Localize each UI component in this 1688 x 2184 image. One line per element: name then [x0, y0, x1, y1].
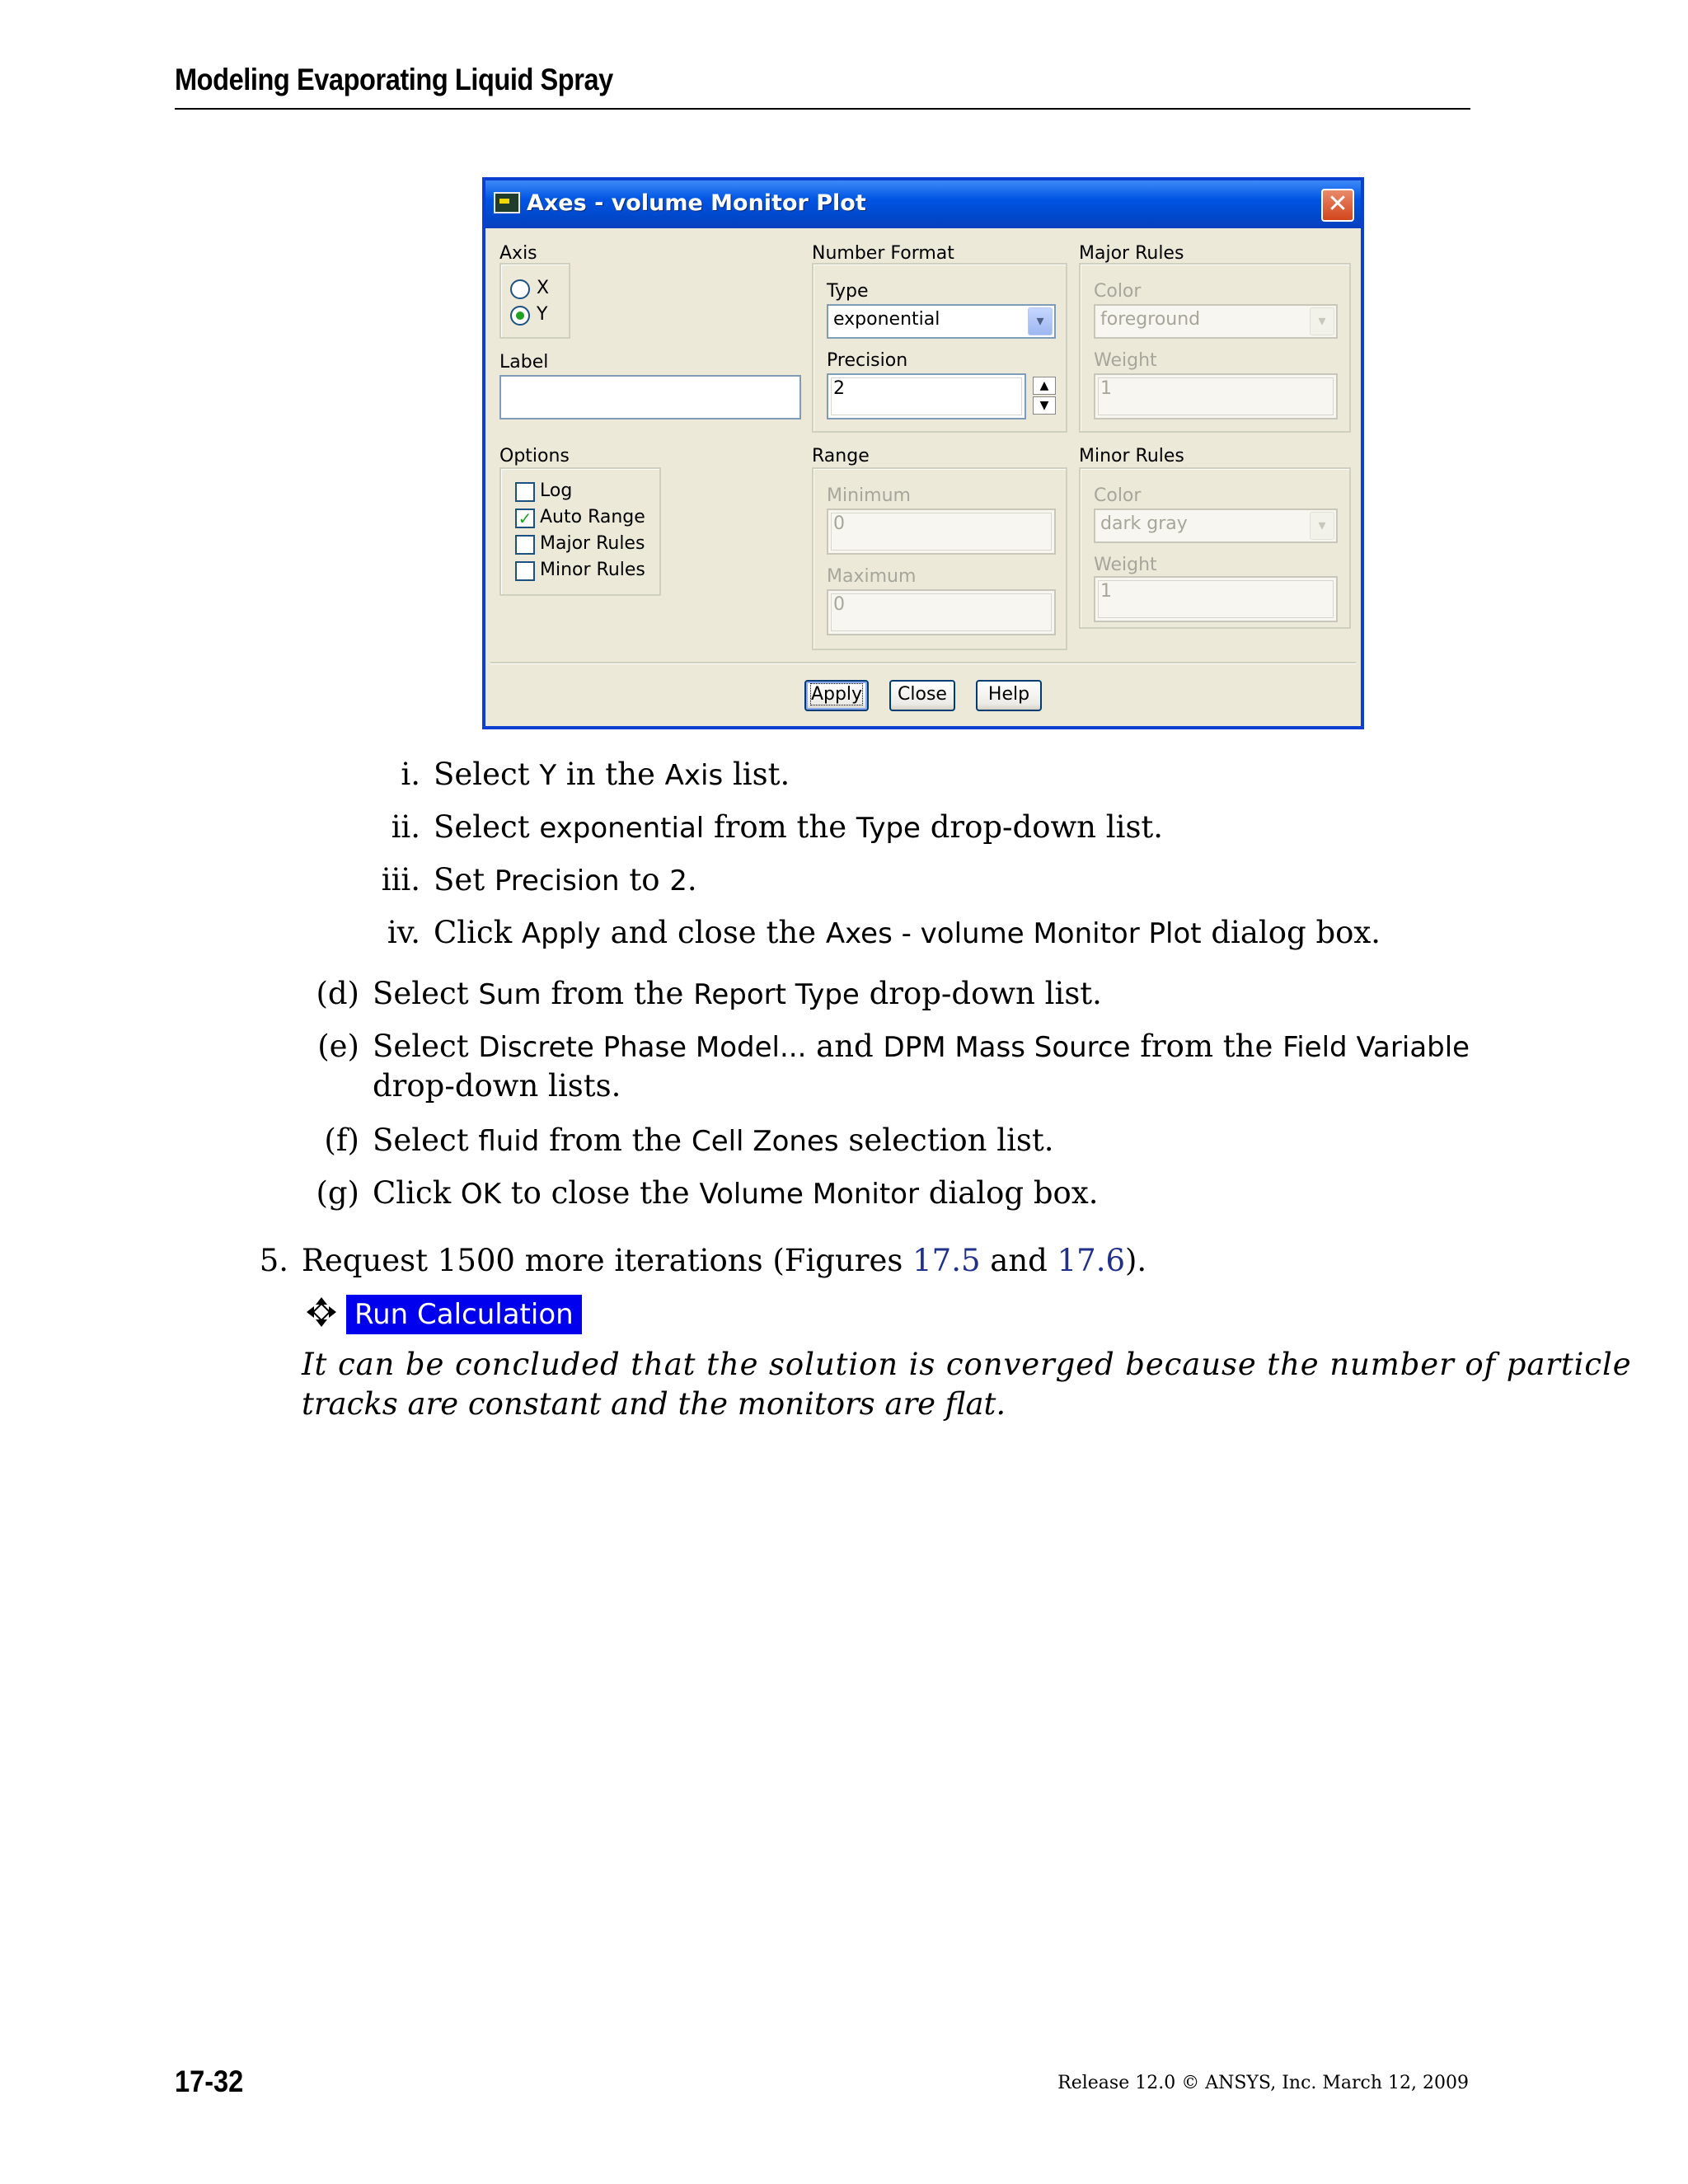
- gui-term: fluid: [478, 1125, 540, 1158]
- minimum-value: 0: [833, 513, 845, 534]
- step-text-run: .: [687, 862, 697, 898]
- apply-button[interactable]: Apply: [804, 680, 869, 711]
- gui-term: DPM Mass Source: [883, 1031, 1131, 1064]
- number-format-group-label: Number Format: [812, 243, 954, 264]
- step-text-run: Select: [373, 1029, 479, 1064]
- maximum-value: 0: [833, 594, 845, 615]
- fluent-app-icon: [494, 192, 520, 213]
- step-text-run: in the: [556, 757, 665, 792]
- minimum-label: Minimum: [827, 485, 911, 506]
- gui-term: Precision: [494, 865, 620, 898]
- gui-term: Cell Zones: [691, 1125, 839, 1158]
- roman-step-text: [434, 862, 697, 898]
- axis-group-label: Axis: [499, 243, 537, 264]
- spin-up-icon[interactable]: ▲: [1033, 377, 1056, 395]
- page-header-title: Modeling Evaporating Liquid Spray: [175, 63, 613, 96]
- gui-term: Volume Monitor: [699, 1178, 919, 1211]
- roman-step-number: ii.: [391, 809, 420, 845]
- precision-value: 2: [833, 378, 845, 399]
- step-text-run: drop-down list.: [859, 976, 1102, 1011]
- type-dropdown[interactable]: [827, 304, 1056, 339]
- figure-link[interactable]: 17.5: [912, 1243, 981, 1278]
- major-rules-checkbox[interactable]: [515, 535, 535, 555]
- gui-term: Type: [856, 812, 921, 845]
- run-calculation-link[interactable]: Run Calculation: [346, 1295, 582, 1334]
- roman-step-text: [434, 757, 790, 792]
- letter-step-text: [373, 1029, 1470, 1064]
- label-field-label: Label: [499, 352, 549, 373]
- letter-step-text: [373, 1175, 1098, 1211]
- label-input[interactable]: [499, 375, 801, 419]
- gui-term: Y: [539, 759, 557, 792]
- step-text-run: and close the: [600, 915, 826, 950]
- gui-term: 2: [669, 865, 687, 898]
- precision-input[interactable]: [827, 373, 1026, 419]
- release-footer: Release 12.0 © ANSYS, Inc. March 12, 2009: [1057, 2073, 1469, 2093]
- dialog-close-button[interactable]: ✕: [1321, 189, 1354, 222]
- close-button[interactable]: Close: [889, 680, 955, 711]
- axis-y-radio[interactable]: [510, 306, 530, 326]
- minor-weight-label: Weight: [1094, 555, 1157, 575]
- axes-dialog: [482, 177, 1364, 729]
- step-text-run: from the: [541, 976, 694, 1011]
- step-text-run: from the: [539, 1122, 692, 1158]
- major-color-label: Color: [1094, 281, 1142, 302]
- gui-term: OK: [460, 1178, 501, 1211]
- precision-label: Precision: [827, 350, 908, 371]
- major-weight-label: Weight: [1094, 350, 1157, 371]
- axis-x-label: X: [537, 278, 550, 298]
- step-text-run: selection list.: [838, 1122, 1054, 1158]
- gui-term: Discrete Phase Model...: [478, 1031, 807, 1064]
- step-text-run: Click: [434, 915, 522, 950]
- minor-rules-group-label: Minor Rules: [1079, 446, 1184, 466]
- step-text-run: Select: [434, 757, 540, 792]
- step-text-run: dialog box.: [1201, 915, 1381, 950]
- axis-x-radio[interactable]: [510, 279, 530, 299]
- axis-group: [499, 263, 570, 339]
- maximum-label: Maximum: [827, 566, 917, 587]
- note-line-1: It can be concluded that the solution is converged because the number of particle: [302, 1347, 1632, 1382]
- step-text-run: to close the: [500, 1175, 700, 1211]
- roman-step-text: [434, 915, 1381, 950]
- step-text-run: Select: [373, 1122, 479, 1158]
- gui-term: Axis: [664, 759, 724, 792]
- minor-weight-value: 1: [1100, 581, 1112, 602]
- step-text-run: Set: [434, 862, 495, 898]
- dialog-titlebar[interactable]: [485, 180, 1361, 228]
- log-label: Log: [540, 480, 573, 501]
- step-5-text: [302, 1243, 1146, 1278]
- letter-step-text: [373, 976, 1102, 1011]
- chevron-down-icon[interactable]: ▾: [1310, 512, 1334, 540]
- log-checkbox[interactable]: [515, 482, 535, 502]
- chevron-down-icon[interactable]: ▾: [1310, 307, 1334, 335]
- minor-rules-label: Minor Rules: [540, 560, 645, 580]
- maximum-input[interactable]: [827, 589, 1056, 635]
- roman-step-number: iii.: [381, 862, 420, 898]
- header-rule: [175, 108, 1470, 110]
- step-text-run: to: [619, 862, 670, 898]
- dialog-title: Axes - volume Monitor Plot: [527, 190, 866, 216]
- major-color-dropdown[interactable]: [1094, 304, 1338, 339]
- step-text-run: Request 1500 more iterations (Figures: [302, 1243, 913, 1278]
- auto-range-label: Auto Range: [540, 507, 645, 527]
- gui-term: exponential: [539, 812, 705, 845]
- step-text-run: Click: [373, 1175, 461, 1211]
- minor-color-label: Color: [1094, 485, 1142, 506]
- minor-rules-checkbox[interactable]: [515, 561, 535, 581]
- letter-step-number: (e): [317, 1029, 359, 1064]
- roman-step-text: [434, 809, 1163, 845]
- type-label: Type: [827, 281, 869, 302]
- gui-term: Field Variable: [1282, 1031, 1470, 1064]
- gui-term: Apply: [521, 917, 601, 950]
- help-button[interactable]: Help: [976, 680, 1042, 711]
- step-text-run: dialog box.: [918, 1175, 1099, 1211]
- letter-step-text: [373, 1068, 621, 1104]
- page-number: 17-32: [175, 2064, 244, 2098]
- note-line-2: tracks are constant and the monitors are flat.: [302, 1386, 1006, 1422]
- step-text-run: ).: [1125, 1243, 1147, 1278]
- minor-color-dropdown[interactable]: [1094, 509, 1338, 543]
- auto-range-checkbox[interactable]: ✓: [515, 509, 535, 528]
- step-text-run: and: [806, 1029, 884, 1064]
- button-divider: [490, 662, 1356, 664]
- major-rules-group-label: Major Rules: [1079, 243, 1184, 264]
- step-text-run: from the: [1130, 1029, 1283, 1064]
- roman-step-number: i.: [401, 757, 420, 792]
- letter-step-number: (g): [316, 1175, 359, 1211]
- step-text-run: drop-down list.: [920, 809, 1164, 845]
- major-weight-input[interactable]: [1094, 373, 1338, 419]
- run-calculation-icon: [305, 1296, 338, 1329]
- letter-step-text: [373, 1122, 1054, 1158]
- minimum-input[interactable]: [827, 509, 1056, 555]
- step-5-number: 5.: [259, 1243, 288, 1278]
- range-group-label: Range: [812, 446, 870, 466]
- minor-weight-input[interactable]: [1094, 576, 1338, 622]
- chevron-down-icon[interactable]: ▾: [1028, 307, 1053, 335]
- step-text-run: and: [980, 1243, 1057, 1278]
- roman-step-number: iv.: [387, 915, 420, 950]
- step-text-run: Select: [434, 809, 540, 845]
- minor-color-value: dark gray: [1100, 513, 1188, 534]
- axis-y-label: Y: [537, 304, 548, 325]
- major-color-value: foreground: [1100, 309, 1201, 330]
- spin-down-icon[interactable]: ▼: [1033, 396, 1056, 415]
- step-text-run: drop-down lists.: [373, 1068, 621, 1104]
- step-text-run: Select: [373, 976, 479, 1011]
- major-rules-label: Major Rules: [540, 533, 645, 554]
- options-group-label: Options: [499, 446, 570, 466]
- step-text-run: list.: [723, 757, 790, 792]
- major-weight-value: 1: [1100, 378, 1112, 399]
- letter-step-number: (d): [316, 976, 359, 1011]
- figure-link[interactable]: 17.6: [1057, 1243, 1125, 1278]
- gui-term: Sum: [478, 978, 542, 1011]
- letter-step-number: (f): [324, 1122, 359, 1158]
- type-dropdown-value: exponential: [833, 309, 940, 330]
- step-text-run: from the: [704, 809, 856, 845]
- gui-term: Axes - volume Monitor Plot: [825, 917, 1202, 950]
- gui-term: Report Type: [693, 978, 860, 1011]
